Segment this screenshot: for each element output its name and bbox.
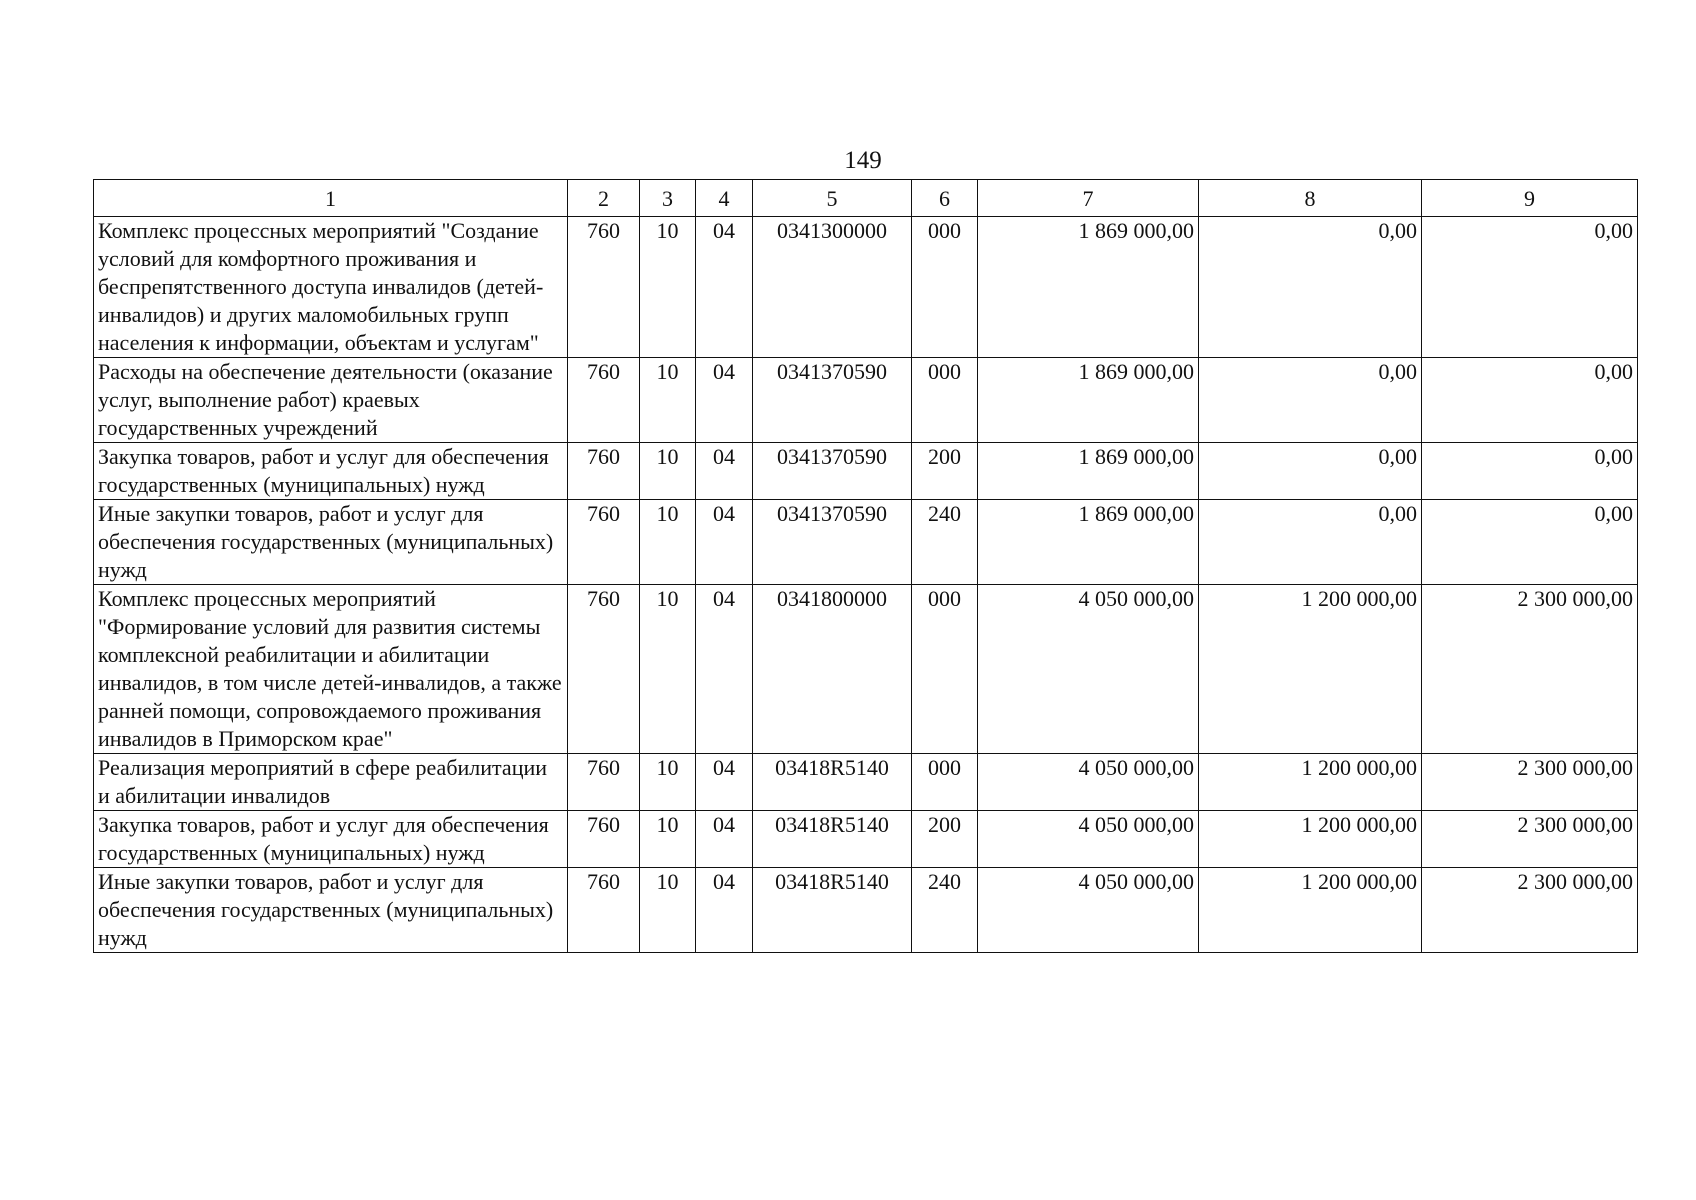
row-amount-7: 4 050 000,00 [978, 754, 1199, 811]
row-code-2: 760 [568, 585, 640, 754]
row-code-2: 760 [568, 754, 640, 811]
header-col-5: 5 [753, 180, 912, 217]
row-code-6: 000 [912, 358, 978, 443]
row-code-4: 04 [696, 500, 753, 585]
row-code-5: 03418R5140 [753, 754, 912, 811]
row-code-5: 0341370590 [753, 358, 912, 443]
row-code-6: 200 [912, 811, 978, 868]
table-row [94, 585, 1638, 754]
row-amount-9: 2 300 000,00 [1422, 585, 1638, 754]
table-row [94, 868, 1638, 953]
row-amount-7: 1 869 000,00 [978, 358, 1199, 443]
row-amount-9: 0,00 [1422, 500, 1638, 585]
row-amount-7: 1 869 000,00 [978, 217, 1199, 358]
row-code-3: 10 [640, 500, 696, 585]
row-amount-8: 1 200 000,00 [1199, 811, 1422, 868]
header-col-6: 6 [912, 180, 978, 217]
row-amount-7: 4 050 000,00 [978, 811, 1199, 868]
row-code-5: 0341300000 [753, 217, 912, 358]
row-code-4: 04 [696, 443, 753, 500]
row-name: Расходы на обеспечение деятельности (оказание услуг, выполнение работ) краевых государственных учреждений [94, 358, 568, 443]
row-code-2: 760 [568, 811, 640, 868]
page-number: 149 [844, 147, 882, 174]
row-code-4: 04 [696, 811, 753, 868]
table-row [94, 217, 1638, 358]
row-code-5: 0341370590 [753, 443, 912, 500]
header-col-9: 9 [1422, 180, 1638, 217]
row-code-2: 760 [568, 358, 640, 443]
row-code-5: 03418R5140 [753, 868, 912, 953]
row-amount-7: 1 869 000,00 [978, 443, 1199, 500]
row-code-3: 10 [640, 868, 696, 953]
row-code-2: 760 [568, 500, 640, 585]
row-code-4: 04 [696, 868, 753, 953]
row-amount-8: 1 200 000,00 [1199, 754, 1422, 811]
table-row [94, 500, 1638, 585]
table-row [94, 754, 1638, 811]
row-amount-9: 2 300 000,00 [1422, 811, 1638, 868]
header-col-7: 7 [978, 180, 1199, 217]
row-code-6: 000 [912, 754, 978, 811]
header-col-3: 3 [640, 180, 696, 217]
table-body [94, 217, 1638, 953]
header-col-4: 4 [696, 180, 753, 217]
row-name: Комплекс процессных мероприятий "Создание условий для комфортного проживания и беспрепятственного доступа инвалидов (детей-инвалидов) и других маломобильных групп населения к информации, объектам и услугам" [94, 217, 568, 358]
row-amount-9: 2 300 000,00 [1422, 754, 1638, 811]
row-name: Реализация мероприятий в сфере реабилитации и абилитации инвалидов [94, 754, 568, 811]
table-row [94, 443, 1638, 500]
row-code-2: 760 [568, 217, 640, 358]
row-amount-8: 1 200 000,00 [1199, 868, 1422, 953]
row-name: Иные закупки товаров, работ и услуг для обеспечения государственных (муниципальных) нужд [94, 868, 568, 953]
row-code-4: 04 [696, 217, 753, 358]
row-amount-8: 0,00 [1199, 217, 1422, 358]
row-amount-8: 0,00 [1199, 443, 1422, 500]
row-code-5: 03418R5140 [753, 811, 912, 868]
row-code-5: 0341800000 [753, 585, 912, 754]
row-name: Иные закупки товаров, работ и услуг для обеспечения государственных (муниципальных) нужд [94, 500, 568, 585]
row-code-3: 10 [640, 585, 696, 754]
row-code-3: 10 [640, 754, 696, 811]
table-row [94, 358, 1638, 443]
header-col-2: 2 [568, 180, 640, 217]
row-amount-9: 2 300 000,00 [1422, 868, 1638, 953]
row-amount-9: 0,00 [1422, 443, 1638, 500]
row-code-6: 200 [912, 443, 978, 500]
row-amount-8: 1 200 000,00 [1199, 585, 1422, 754]
row-code-3: 10 [640, 217, 696, 358]
row-code-6: 240 [912, 500, 978, 585]
row-code-6: 240 [912, 868, 978, 953]
row-name: Закупка товаров, работ и услуг для обеспечения государственных (муниципальных) нужд [94, 811, 568, 868]
row-code-6: 000 [912, 585, 978, 754]
row-amount-9: 0,00 [1422, 358, 1638, 443]
row-code-2: 760 [568, 443, 640, 500]
row-code-3: 10 [640, 358, 696, 443]
row-amount-8: 0,00 [1199, 358, 1422, 443]
budget-table [93, 179, 1638, 953]
row-amount-7: 4 050 000,00 [978, 868, 1199, 953]
row-amount-8: 0,00 [1199, 500, 1422, 585]
row-code-2: 760 [568, 868, 640, 953]
row-code-4: 04 [696, 754, 753, 811]
table-row [94, 811, 1638, 868]
row-code-4: 04 [696, 585, 753, 754]
row-name: Закупка товаров, работ и услуг для обеспечения государственных (муниципальных) нужд [94, 443, 568, 500]
row-code-3: 10 [640, 443, 696, 500]
header-col-8: 8 [1199, 180, 1422, 217]
row-code-4: 04 [696, 358, 753, 443]
header-row [94, 180, 1638, 217]
row-code-5: 0341370590 [753, 500, 912, 585]
row-amount-9: 0,00 [1422, 217, 1638, 358]
row-code-3: 10 [640, 811, 696, 868]
table-header [94, 180, 1638, 217]
row-amount-7: 1 869 000,00 [978, 500, 1199, 585]
header-col-1: 1 [94, 180, 568, 217]
row-code-6: 000 [912, 217, 978, 358]
row-name: Комплекс процессных мероприятий "Формирование условий для развития системы комплексной реабилитации и абилитации инвалидов, в том числе детей-инвалидов, а также ранней помощи, сопровождаемого проживания инвалидов в Приморском крае" [94, 585, 568, 754]
row-amount-7: 4 050 000,00 [978, 585, 1199, 754]
